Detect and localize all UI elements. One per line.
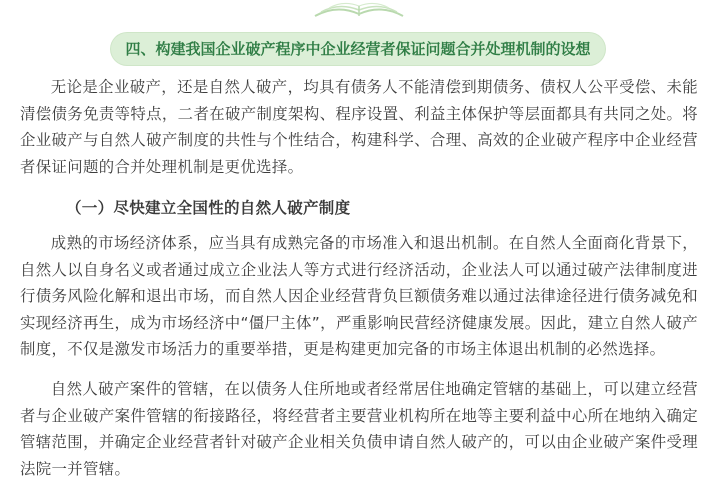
open-book-icon [309,0,409,18]
paragraph-market-exit: 成熟的市场经济体系，应当具有成熟完备的市场准入和退出机制。在自然人全面商化背景下，自然人以自身名义或者通过成立企业法人等方式进行经济活动，企业法人可以通过破产法律制度进行债务风险化解和退出市场，而自然人因企业经营背负巨额债务难以通过法律途径进行债务减免和实现经济再生，成为市场经济中“僵尸主体”，严重影响民营经济健康发展。因此，建立自然人破产制度，不仅是激发市场活力的重要举措，更是构建更加完备的市场主体退出机制的必然选择。 [20,234,698,358]
paragraph-intro: 无论是企业破产，还是自然人破产，均具有债务人不能清偿到期债务、债权人公平受偿、未能清偿债务免责等特点，二者在破产制度架构、程序设置、利益主体保护等层面都具有共同之处。将企业破产与自然人破产制度的共性与个性结合，构建科学、合理、高效的企业破产程序中企业经营者保证问题的合并处理机制是更优选择。 [20,78,698,176]
section-banner [111,33,605,65]
subsection-heading: （一）尽快建立全国性的自然人破产制度 [66,199,351,217]
section-title: 四、构建我国企业破产程序中企业经营者保证问题合并处理机制的设想 [125,40,591,58]
paragraph-jurisdiction: 自然人破产案件的管辖，在以债务人住所地或者经常居住地确定管辖的基础上，可以建立经营者与企业破产案件管辖的衔接路径，将经营者主要营业机构所在地等主要利益中心所在地纳入确定管辖范围，并确定企业经营者针对破产企业相关负债申请自然人破产的，可以由企业破产案件受理法院一并管辖。 [20,380,698,478]
